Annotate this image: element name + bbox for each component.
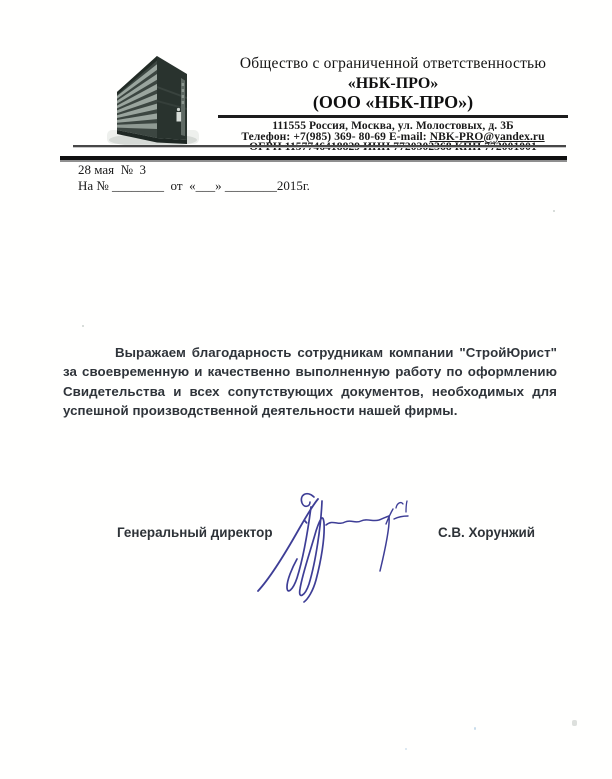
handwritten-signature [250, 478, 420, 608]
org-short-name: «НБК-ПРО» [347, 74, 439, 92]
letterhead [218, 56, 568, 153]
letter-body-paragraph: Выражаем благодарность сотрудникам компании "СтройЮрист" за своевременную и качественно выполненную работу по оформлению Свидетельства и всех сопутствующих документов, необходимых для успешной производственной деятельности нашей фирмы. [63, 345, 557, 419]
incoming-number-line: На № ________ от «___» ________2015г. [78, 178, 310, 193]
company-building-logo [105, 50, 200, 150]
scan-speck [82, 325, 84, 327]
scan-speck [474, 727, 476, 730]
signer-name: С.В. Хорунжий [438, 525, 535, 540]
scan-speck [553, 210, 555, 212]
email-text: NBK-PRO@yandex.ru [429, 130, 545, 143]
separator-rule-thin [73, 145, 566, 148]
address-line: 111555 Россия, Москва, ул. Молостовых, д. 3Б [272, 119, 514, 132]
scan-speck [405, 748, 407, 750]
signer-title: Генеральный директор [117, 525, 273, 540]
org-paren-name: (ООО «НБК-ПРО») [312, 92, 474, 112]
org-type-line: Общество с ограниченной ответственностью [239, 55, 547, 72]
phone-text: Телефон: +7(985) 369- 80-69 E-mail: [241, 130, 430, 143]
building-icon [105, 50, 200, 150]
outgoing-number-line: 28 мая № 3 [78, 162, 147, 177]
letterhead-rule [218, 115, 568, 118]
scan-speck [572, 720, 577, 726]
